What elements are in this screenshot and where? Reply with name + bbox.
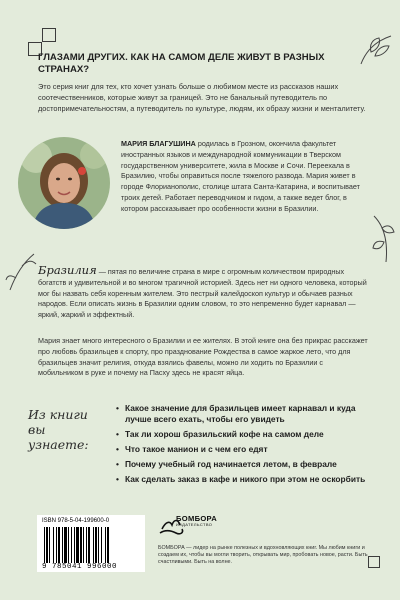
learn-label: Из книги вы узнаете: — [28, 407, 89, 452]
brazil-lead-word: Бразилия — [38, 263, 97, 277]
brazil-text-1: — пятая по величине страна в мире с огромным количеством природных богатств и удивительной и во многом трагичной историей. Здесь нет ни одного человека, который мог бы назвать себя коренным жителем. Это пестрый калейдоскоп культур и обычаев разных народов. Если описать жизнь в Бразилии одним словом, то это непременно будет карнавал — яркий, жаркий и эффектный. — [38, 267, 367, 320]
publisher-description: БОМБОРА — лидер на рынке полезных и вдохновляющих книг. Мы любим книги и создаем их, чтобы вы могли творить, открывать мир, пробовать новое, расти. Быть счастливыми. Быть на волне. — [158, 545, 368, 566]
barcode — [37, 515, 145, 572]
branch-doodle-left — [4, 250, 38, 294]
author-bio-text: родилась в Грозном, окончила факультет иностранных языков и международной коммуникации в Тверском государственном университете, жила в Москве и Сочи. Переехала в Бразилию, чтобы оправиться после тяжелого развода. Мария живет в городе Флорианополис, столице штата Санта-Катарина, и воспитывает троих детей. Работает переводчиком и гидом, а также ведет блог, в котором рассказывает про особенности жизни в Бразилии. — [121, 139, 360, 213]
series-description: Это серия книг для тех, кто хочет узнать больше о любимом месте из рассказов наших соотечественников, которые живут за границей. Это не банальный путеводитель по достопримечательностям, а путеводитель по культуре, людям, их образу жизни и менталитету. — [38, 82, 366, 113]
learn-item: • Так ли хорош бразильский кофе на самом деле — [116, 429, 381, 440]
series-intro — [38, 52, 368, 114]
author-photo — [18, 137, 110, 229]
leaf-doodle-right — [370, 212, 396, 264]
learn-item: • Какое значение для бразильцев имеет карнавал и куда лучше всего ехать, чтобы его увидеть — [116, 403, 381, 425]
author-name: МАРИЯ БЛАГУШИНА — [121, 139, 196, 148]
learn-list — [116, 403, 381, 489]
brazil-paragraph-2: Мария знает много интересного о Бразилии и ее жителях. В этой книге она без прикрас расскажет про любовь бразильцев к спорту, про празднование Рождества в самое жаркое лето, что для бразильцев значит религия, откуда взялись фавелы, можно ли ходить по Бразилии с мобильником в руке и почему на Пасху здесь не красят яйца. — [38, 336, 368, 378]
learn-item: • Что такое манион и с чем его едят — [116, 444, 381, 455]
barcode-number: 9 785041 996000 — [42, 563, 118, 571]
brazil-paragraph-1 — [38, 265, 368, 321]
author-bio — [121, 139, 366, 215]
isbn-text: ISBN 978-5-04-199600-0 — [42, 518, 110, 524]
publisher-subtitle: ИЗДАТЕЛЬСТВО — [176, 522, 213, 527]
publisher-name: БОМБОРА — [176, 514, 218, 523]
series-title: ГЛАЗАМИ ДРУГИХ. КАК НА САМОМ ДЕЛЕ ЖИВУТ В РАЗНЫХ СТРАНАХ? — [38, 52, 325, 75]
barcode-bars — [42, 527, 140, 563]
learn-item: • Как сделать заказ в кафе и никого при этом не оскорбить — [116, 474, 381, 485]
decorative-square — [42, 28, 56, 42]
learn-item: • Почему учебный год начинается летом, в феврале — [116, 459, 381, 470]
